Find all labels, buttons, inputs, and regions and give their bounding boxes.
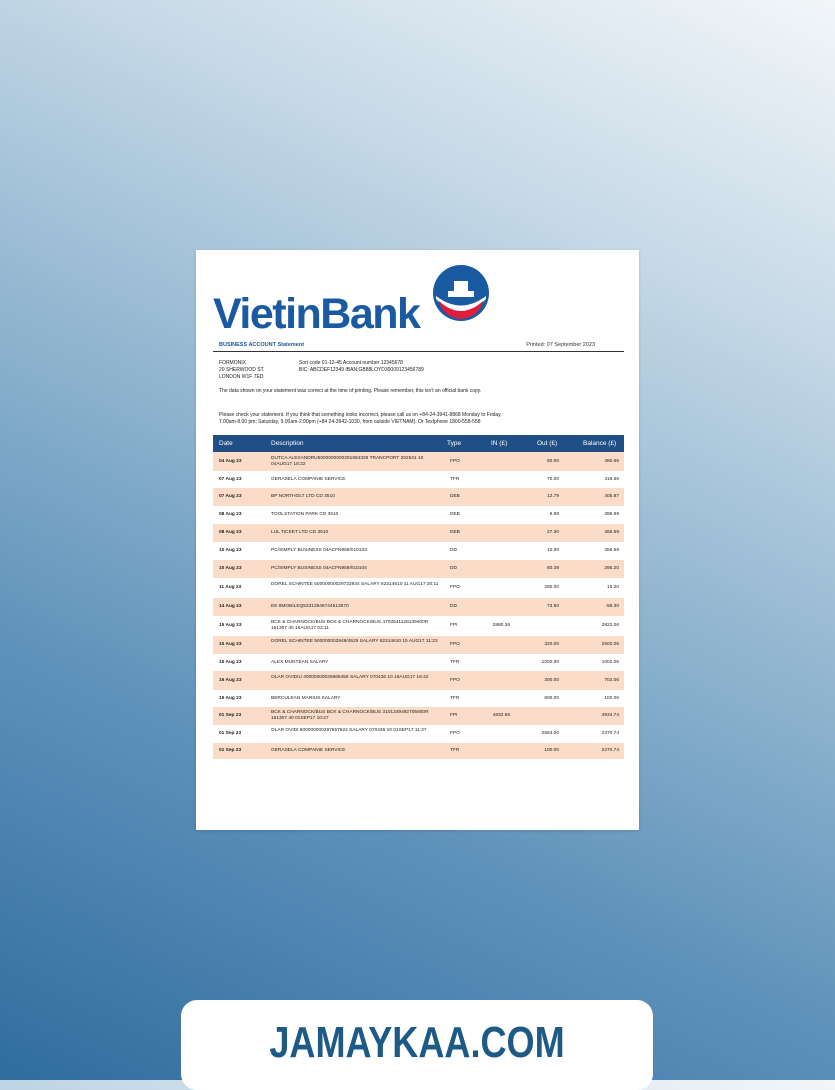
cell-type: DEB xyxy=(450,494,460,499)
table-row xyxy=(213,616,624,636)
cell-type: DD xyxy=(450,566,457,571)
cell-description: GERASELA COMPANIE SERVICE xyxy=(271,748,346,753)
cell-description: OLAR OVIDI 600000000297657622 SALARY 070436 10 01SEP17 11:37 xyxy=(271,728,427,733)
cell-balance: 2370.74 xyxy=(601,731,619,736)
statement-page xyxy=(196,250,639,830)
cell-balance: 365.59 xyxy=(604,530,619,535)
table-row xyxy=(213,671,624,690)
table-row xyxy=(213,654,624,671)
cell-balance: 480.66 xyxy=(604,458,619,464)
cell-type: DD xyxy=(450,548,457,553)
cell-out: 27.30 xyxy=(546,530,559,535)
cell-type: TFR xyxy=(450,476,460,482)
cell-description: BCK & CHARNOCK/BUS BCK & CHARNOCK/BUS 3101249492705800R 161307 40 01SEP17 10:27 xyxy=(271,710,429,721)
table-row xyxy=(213,542,624,560)
header-type: Type xyxy=(447,440,462,447)
table-row xyxy=(213,598,624,616)
cell-type: TFR xyxy=(450,695,460,701)
cell-balance: 4934.74 xyxy=(601,713,619,718)
cell-description: LUL TICKET LTD CD 3510 xyxy=(271,530,329,535)
cell-out: 10.00 xyxy=(546,548,559,553)
cell-date: 10 Aug 23 xyxy=(219,548,242,553)
cell-date: 04 Aug 23 xyxy=(219,458,242,464)
cell-balance: 102.06 xyxy=(604,695,619,701)
cell-out: 9.99 xyxy=(549,512,559,517)
cell-type: FPO xyxy=(450,642,460,647)
cell-out: 300.00 xyxy=(544,677,559,683)
cell-out: 320.00 xyxy=(544,642,559,647)
cell-description: PC/SIMPLY BUSINESS 04ACFN959/010103 xyxy=(271,548,367,553)
cell-description: BCK & CHARNOCK/BUS BCK & CHARNOCK/BUS 4703541128139400R 161307 40 15AUG17 02:11 xyxy=(271,620,429,631)
cell-type: FPI xyxy=(450,623,458,628)
address-line: LONDON W1F 7ED xyxy=(219,374,264,380)
table-row xyxy=(213,524,624,542)
cell-description: BERCULEAN MARIUS SALARY xyxy=(271,695,341,701)
cell-out: 2554.00 xyxy=(541,731,559,736)
cell-balance: 355.59 xyxy=(604,548,619,553)
cell-date: 15 Aug 23 xyxy=(219,642,242,647)
cell-in: 2880.36 xyxy=(492,623,510,628)
cell-type: DEB xyxy=(450,512,460,517)
table-row xyxy=(213,743,624,759)
cell-out: 70.00 xyxy=(546,476,559,482)
table-row xyxy=(213,690,624,707)
cell-description: OLAR OVIDIU 40000000029666458 SALARY 070436 10 16AUG17 16:42 xyxy=(271,674,429,680)
header-date: Date xyxy=(219,440,233,447)
cell-balance: 2822.06 xyxy=(601,623,619,628)
table-row xyxy=(213,488,624,506)
header-description: Description xyxy=(271,440,304,447)
table-row xyxy=(213,452,624,471)
cell-date: 11 Aug 23 xyxy=(219,585,242,590)
cell-balance: 1002.06 xyxy=(601,659,619,665)
table-row xyxy=(213,471,624,488)
cell-balance: 2270.74 xyxy=(601,748,619,753)
cell-out: 50.00 xyxy=(546,458,559,464)
cell-description: PC/SIMPLY BUSINESS 04ACFN959/010104 xyxy=(271,566,367,571)
cell-out: 280.00 xyxy=(544,585,559,590)
cell-balance: 702.06 xyxy=(604,677,619,683)
cell-type: TFR xyxy=(450,748,460,753)
cell-type: TFR xyxy=(450,659,460,665)
cell-type: FPO xyxy=(450,731,460,736)
cell-type: FPO xyxy=(450,458,460,464)
disclaimer-note: The data shown on your statement was correct at the time of printing. Please remember, this isn't an official bank copy. xyxy=(219,388,482,394)
account-details xyxy=(299,360,424,374)
cell-description: ALEX MUNTEAN SALARY xyxy=(271,659,329,665)
header-in: IN (£) xyxy=(491,440,508,447)
cell-description: DOREL SCHINTEE 50000000029732934 SALARY 62314610 11 AUG17 20:11 xyxy=(271,582,439,587)
cell-balance: 2502.06 xyxy=(601,642,619,647)
cell-balance: 395.99 xyxy=(604,512,619,517)
cell-description: DUTCA ALEXANDRU5000000000291864329 TRANCPORT 202541 10 04AUG17 18:22 xyxy=(271,455,424,467)
cell-balance: 295.20 xyxy=(604,566,619,571)
table-row xyxy=(213,707,624,725)
cell-type: DEB xyxy=(450,530,460,535)
cell-date: 10 Aug 23 xyxy=(219,566,242,571)
transactions-table xyxy=(213,435,624,759)
cell-out: 1000.00 xyxy=(541,659,559,665)
header-divider xyxy=(213,351,624,352)
cell-type: FPO xyxy=(450,677,460,683)
customer-address xyxy=(219,360,264,381)
address-line: 20 SHERWOOD ST. xyxy=(219,367,265,373)
statement-title: BUSINESS ACCOUNT Statement xyxy=(219,342,305,348)
account-line: Sort code 01-12-45 Account number 12345678 xyxy=(299,360,403,366)
cell-date: 07 Aug 23 xyxy=(219,476,242,482)
table-row xyxy=(213,560,624,578)
cell-balance: 15.20 xyxy=(606,585,619,590)
header-out: Out (£) xyxy=(537,440,558,447)
table-row xyxy=(213,725,624,743)
cell-balance: -58.30 xyxy=(605,604,619,609)
table-row xyxy=(213,506,624,524)
cell-in: 4832.68 xyxy=(492,713,510,718)
table-row xyxy=(213,578,624,598)
table-row xyxy=(213,636,624,654)
printed-date: Printed: 07 September 2023 xyxy=(526,342,595,348)
cell-balance: 418.66 xyxy=(604,476,619,482)
cell-date: 15 Aug 23 xyxy=(219,695,242,701)
cell-date: 08 Aug 23 xyxy=(219,512,242,517)
cell-date: 01 Sep 23 xyxy=(219,713,242,718)
cell-out: 12.79 xyxy=(546,494,559,499)
cell-type: FPI xyxy=(450,713,458,718)
cell-date: 16 Aug 23 xyxy=(219,677,242,683)
cell-description: TOOLSTATION PARK CD 3510 xyxy=(271,512,339,517)
cell-date: 01 Sep 23 xyxy=(219,731,242,736)
account-line: BIC: ABCDEF12349 IBAN:GB88LOYD30009123456789 xyxy=(299,367,424,373)
contact-note: Please check your statement. If you think that something looks incorrect, please call us on +84-24-3941-8868 Monday to Friday, 7.00am-8.00 pm; Saturday, 9.00am-2.00pm (+84 24-3942-1030, from outside VIETNAM). Or Textphone 1800-558-558 xyxy=(219,412,502,425)
cell-description: EE 8MOBILEQ53313548744513570 xyxy=(271,604,349,609)
cell-date: 15 Aug 23 xyxy=(219,659,242,665)
logo-wordmark: VietinBank xyxy=(213,290,420,338)
cell-out: 73.50 xyxy=(546,604,559,609)
cell-out: 600.00 xyxy=(544,695,559,701)
cell-type: FPO xyxy=(450,585,460,590)
cell-date: 14 Aug 23 xyxy=(219,604,242,609)
cell-out: 60.39 xyxy=(546,566,559,571)
cell-out: 100.00 xyxy=(544,748,559,753)
watermark-text: JAMAYKAA.COM xyxy=(269,1018,565,1067)
cell-date: 07 Aug 23 xyxy=(219,494,242,499)
cell-date: 01 Sep 23 xyxy=(219,748,242,753)
header-balance: Balance (£) xyxy=(583,440,617,447)
table-body xyxy=(213,452,624,759)
address-line: FORMONIX xyxy=(219,360,246,366)
bank-emblem-icon xyxy=(431,263,491,323)
cell-date: 08 Aug 23 xyxy=(219,530,242,535)
cell-date: 15 Aug 23 xyxy=(219,623,242,628)
cell-balance: 405.87 xyxy=(604,494,619,499)
cell-description: GERASELA COMPANIE SERVICE xyxy=(271,476,346,482)
cell-type: DD xyxy=(450,604,457,609)
cell-description: BP NORTHOLT LTD CD 3510 xyxy=(271,494,335,499)
table-header xyxy=(213,435,624,452)
watermark-banner xyxy=(181,1000,653,1090)
vietinbank-logo xyxy=(213,263,493,338)
cell-description: DOREL SCHINTEE 500000002948/4525 SALARY 62314610 15 AUG17 11:23 xyxy=(271,639,438,644)
